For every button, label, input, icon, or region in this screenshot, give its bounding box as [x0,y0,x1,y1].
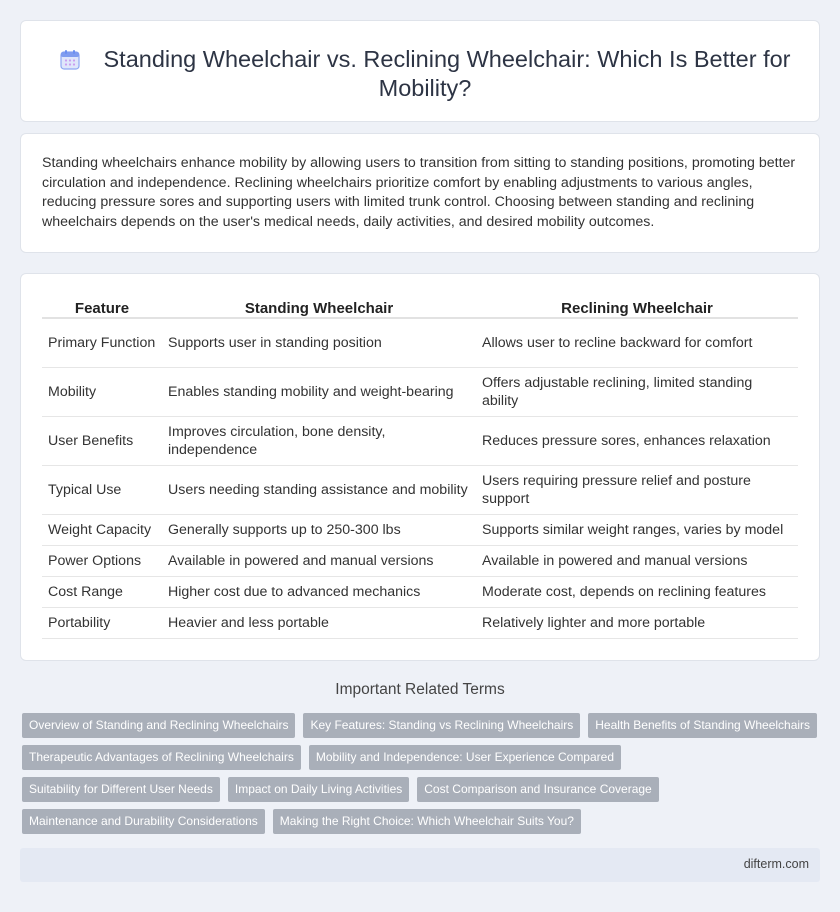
table-cell: Heavier and less portable [162,608,476,639]
column-header-standing: Standing Wheelchair [162,296,476,319]
related-term-tag[interactable]: Therapeutic Advantages of Reclining Wheelchairs [22,745,301,770]
table-cell: Moderate cost, depends on reclining features [476,577,798,608]
footer-bar [20,848,820,882]
table-row [42,417,798,466]
footer-site-link[interactable]: difterm.com [743,857,809,871]
table-header-row [42,296,798,319]
table-cell: Relatively lighter and more portable [476,608,798,639]
table-cell: Higher cost due to advanced mechanics [162,577,476,608]
table-cell: Available in powered and manual versions [476,546,798,577]
table-cell: Typical Use [42,466,162,515]
table-cell: Mobility [42,368,162,417]
column-header-feature: Feature [42,296,162,319]
table-row [42,368,798,417]
page-title: Standing Wheelchair vs. Reclining Wheelchair: Which Is Better for Mobility? [103,46,791,101]
header-card [20,20,820,122]
table-cell: Users requiring pressure relief and posture support [476,466,798,515]
related-term-tag[interactable]: Mobility and Independence: User Experience Compared [309,745,621,770]
related-term-tag[interactable]: Key Features: Standing vs Reclining Wheelchairs [303,713,580,738]
calendar-icon [59,49,81,71]
tag-row [22,745,822,770]
related-terms-title: Important Related Terms [335,681,505,698]
table-cell: Offers adjustable reclining, limited standing ability [476,368,798,417]
table-cell: Enables standing mobility and weight-bearing [162,368,476,417]
comparison-table-card [20,273,820,661]
table-cell: Improves circulation, bone density, independence [162,417,476,466]
page-title-wrap [51,45,799,103]
related-term-tag[interactable]: Maintenance and Durability Considerations [22,809,265,834]
table-cell: Reduces pressure sores, enhances relaxation [476,417,798,466]
table-row [42,515,798,546]
table-cell: Generally supports up to 250-300 lbs [162,515,476,546]
table-row [42,577,798,608]
table-cell: Supports similar weight ranges, varies by model [476,515,798,546]
table-cell: Weight Capacity [42,515,162,546]
table-cell: User Benefits [42,417,162,466]
table-cell: Power Options [42,546,162,577]
tag-row [22,777,822,802]
intro-paragraph: Standing wheelchairs enhance mobility by allowing users to transition from sitting to standing positions, promoting better circulation and independence. Reclining wheelchairs prioritize comfort by enabling adjustments to various angles, reducing pressure sores and supporting users with limited trunk control. Choosing between standing and reclining wheelchairs depends on the user's medical needs, daily activities, and desired mobility outcomes. [42,155,796,230]
table-row [42,608,798,639]
intro-card [20,133,820,253]
column-header-reclining: Reclining Wheelchair [476,296,798,319]
table-cell: Allows user to recline backward for comfort [476,319,798,368]
related-terms-tags [22,713,822,841]
table-row [42,319,798,368]
related-term-tag[interactable]: Overview of Standing and Reclining Wheelchairs [22,713,295,738]
tag-row [22,809,822,834]
related-term-tag[interactable]: Health Benefits of Standing Wheelchairs [588,713,817,738]
related-term-tag[interactable]: Cost Comparison and Insurance Coverage [417,777,658,802]
related-term-tag[interactable]: Making the Right Choice: Which Wheelchair Suits You? [273,809,581,834]
table-cell: Portability [42,608,162,639]
table-cell: Primary Function [42,319,162,368]
tag-row [22,713,822,738]
table-cell: Cost Range [42,577,162,608]
table-cell: Users needing standing assistance and mobility [162,466,476,515]
table-cell: Available in powered and manual versions [162,546,476,577]
table-row [42,546,798,577]
related-term-tag[interactable]: Suitability for Different User Needs [22,777,220,802]
related-term-tag[interactable]: Impact on Daily Living Activities [228,777,409,802]
table-cell: Supports user in standing position [162,319,476,368]
table-row [42,466,798,515]
comparison-table [42,296,798,639]
